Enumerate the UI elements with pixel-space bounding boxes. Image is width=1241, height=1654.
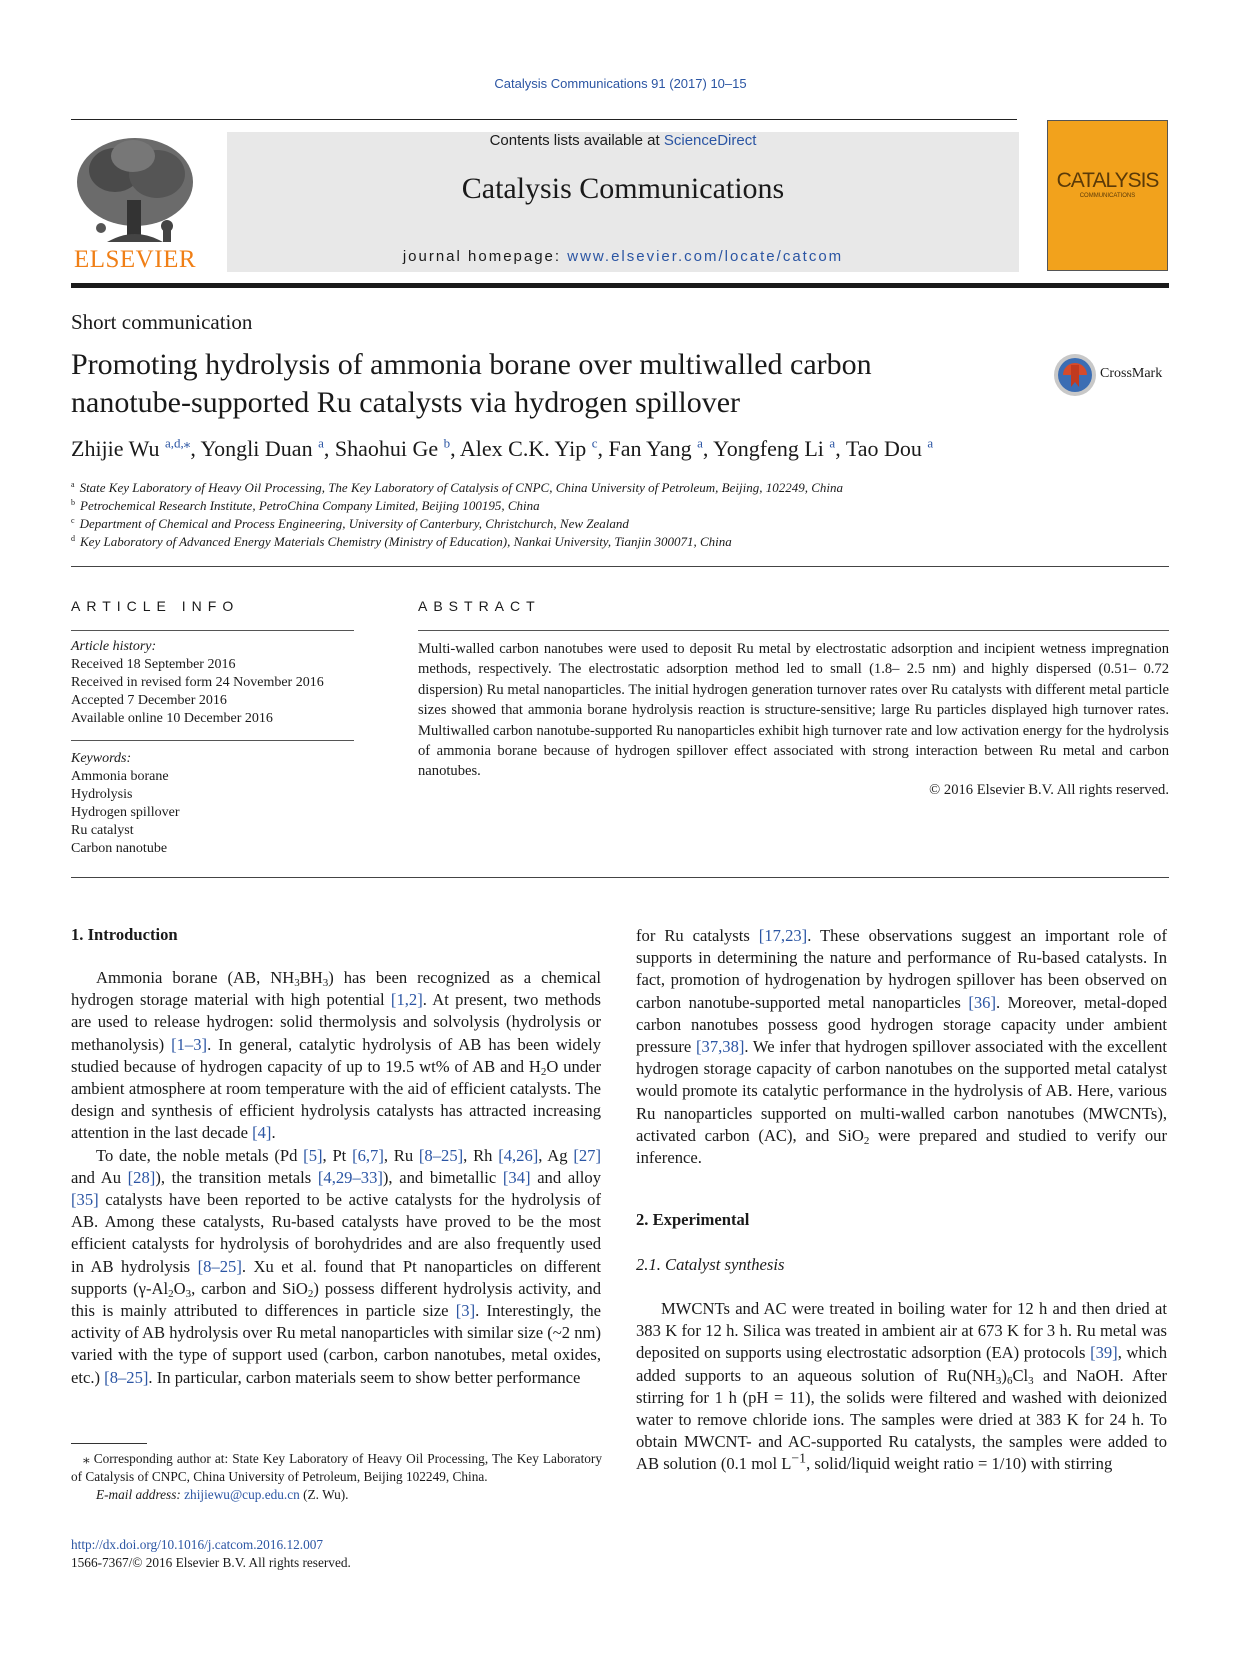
subscript: 2 — [863, 1134, 870, 1147]
subscript: 3 — [322, 977, 329, 989]
cover-subtitle: COMMUNICATIONS — [1079, 193, 1136, 199]
citation-link[interactable]: [37,38] — [696, 1037, 745, 1057]
author-affiliation-mark[interactable]: a — [318, 435, 324, 451]
abstract-copyright: © 2016 Elsevier B.V. All rights reserved. — [929, 782, 1169, 798]
citation-link[interactable]: [35] — [71, 1190, 99, 1210]
author-affiliation-mark[interactable]: b — [443, 435, 451, 451]
author-affiliation-mark[interactable]: a — [697, 435, 703, 451]
keywords-label: Keywords: — [71, 751, 132, 766]
author-affiliation-mark[interactable]: a,d,⁎ — [165, 435, 191, 451]
crossmark-icon[interactable] — [1053, 353, 1097, 397]
subscript: 3 — [1028, 1374, 1034, 1387]
crossmark-label[interactable]: CrossMark — [1100, 366, 1163, 381]
citation-link[interactable]: [39] — [1090, 1343, 1118, 1363]
history-accepted: Accepted 7 December 2016 — [71, 693, 227, 708]
intro-heading: 1. Introduction — [71, 925, 178, 944]
keyword: Hydrolysis — [71, 787, 133, 802]
affiliation-c: $^c$ Department of Chemical and Process Engineering, University of Canterbury, Christchurch, New Zealand — [71, 515, 629, 531]
superscript: −1 — [791, 1450, 807, 1466]
author-affiliation-mark[interactable]: a — [927, 435, 934, 451]
citation-link[interactable]: [17,23] — [758, 926, 808, 945]
right-column-bottom — [636, 1298, 1167, 1476]
footnote-mark: ⁎ — [83, 1451, 90, 1466]
author-affiliation-mark[interactable]: c — [591, 435, 598, 451]
affiliation-a: $^a$ State Key Laboratory of Heavy Oil Processing, The Key Laboratory of Catalysis of CNPC, China University of Petroleum, Beijing, 102249, China — [71, 479, 844, 495]
article-history — [71, 638, 354, 728]
affiliation-b: $^b$ Petrochemical Research Institute, PetroChina Company Limited, Beijing 100195, China — [71, 497, 540, 513]
author-name: Yongfeng Li — [713, 436, 830, 461]
citation-link[interactable]: [1–3] — [171, 1034, 208, 1054]
experimental-heading: 2. Experimental — [636, 1210, 750, 1229]
subscript: 2 — [540, 1065, 547, 1078]
citation-link[interactable]: [28] — [127, 1167, 156, 1187]
subscript: 6 — [1006, 1374, 1013, 1387]
citation-link[interactable]: [5] — [303, 1145, 323, 1165]
citation-link[interactable]: [27] — [573, 1145, 601, 1165]
citation-link[interactable]: [6,7] — [352, 1145, 384, 1165]
intro-paragraph-2: To date, the noble metals (Pd [5], Pt [6,7], Ru [8–25], Rh [4,26], Ag [27] and Au [28]), the transition metals [4,29–33]), and bimetallic [34] and alloy [35] catalysts have been reported to be active catalysts for the hydrolysis of AB. Among these catalysts, Ru-based catalysts have proved to be the most efficient catalysts for hydrolysis of borohydrides and are also frequently used in AB hydrolysis [8–25]. Xu et al. found that Pt nanoparticles on different supports ($\gamma-Al_2O_3$, carbon and SiO$_2$) possess different hydrolysis activity, and this is mainly attributed to differences in particle size [3]. Interestingly, the activity of AB hydrolysis over Ru metal nanoparticles with similar size (~2 nm) varied with the type of support used (carbon, carbon nanotubes, metal oxides, etc.) [8–25]. In particular, carbon materials seem to show better performance — [71, 1145, 601, 1387]
synthesis-paragraph: MWCNTs and AC were treated in boiling water for 12 h and then dried at 383 K for 12 h. Silica was treated in ambient air at 673 K for 3 h. Ru metal was deposited on supports using electrostatic adsorption (EA) protocols [39], which added supports to an aqueous solution of $Ru(NH_3)_6Cl_3$ and NaOH. After stirring for 1 h (pH = 11), the solids were filtered and washed with deionized water to remove chloride ions. The samples were dried at 383 K for 24 h. To obtain MWCNT- and AC-supported Ru catalysts, the samples were added to AB solution (0.1 mol $L^{-1}$, solid/liquid weight ratio = 1/10) with stirring — [636, 1299, 1167, 1474]
journal-name: Catalysis Communications — [461, 172, 785, 205]
author-name: Shaohui Ge — [334, 436, 444, 461]
publisher-name: ELSEVIER — [73, 246, 197, 273]
email-suffix: (Z. Wu). — [299, 1487, 349, 1502]
synthesis-subheading: 2.1. Catalyst synthesis — [636, 1255, 785, 1274]
subscript: 2 — [168, 1287, 174, 1300]
history-received: Received 18 September 2016 — [71, 657, 236, 672]
history-online: Available online 10 December 2016 — [71, 711, 273, 726]
author-name: Fan Yang — [608, 436, 698, 461]
affiliation-d: $^d$ Key Laboratory of Advanced Energy Materials Chemistry (Ministry of Education), Nankai University, Tianjin 300071, China — [71, 533, 732, 549]
corresponding-author: Corresponding author at: State Key Laboratory of Heavy Oil Processing, The Key Laboratory of Catalysis of CNPC, China University of Petroleum, Beijing 102249, China. — [71, 1451, 602, 1484]
homepage-line — [227, 248, 1019, 265]
contents-line — [227, 132, 1019, 149]
author-name: Alex C.K. Yip — [459, 436, 592, 461]
subscript: 3 — [185, 1287, 192, 1300]
citation-link[interactable]: [36] — [968, 992, 996, 1012]
author-affiliation-mark[interactable]: a — [829, 435, 836, 451]
citation-link[interactable]: [3] — [455, 1301, 476, 1321]
info-rule — [71, 630, 354, 631]
keywords — [71, 750, 354, 858]
cover-title: CATALYSIS — [1056, 169, 1159, 192]
keyword: Carbon nanotube — [71, 841, 168, 856]
author-list: Zhijie Wu $^{a,d,⁎}$, Yongli Duan $^a$, Shaohui Ge $^b$, Alex C.K. Yip $^c$, Fan Yang $^a$, Yongfeng Li $^a$, Tao Dou $^a$ — [71, 435, 934, 461]
left-column — [71, 967, 601, 1389]
subscript: 3 — [294, 977, 300, 989]
right-column-top — [636, 925, 1167, 1169]
subscript: 3 — [995, 1374, 1002, 1387]
footnote — [71, 1450, 602, 1504]
author-name: Tao Dou — [845, 436, 928, 461]
footnote-rule — [71, 1443, 147, 1444]
history-label: Article history: — [71, 639, 157, 654]
section-rule — [71, 566, 1169, 567]
sciencedirect-link[interactable]: ScienceDirect — [663, 132, 757, 149]
header-thick-rule — [71, 283, 1169, 288]
citation-link[interactable]: [1,2] — [390, 990, 423, 1010]
intro-paragraph-3: for Ru catalysts [17,23]. These observations suggest an important role of supports in determining the nature and performance of Ru-based catalysts. In fact, promotion of hydrogenation by hydrogen spillover has been observed on carbon nanotube-supported metal nanoparticles [36]. Moreover, metal-doped carbon nanotubes possess good hydrogen storage capacity under ambient pressure [37,38]. We infer that hydrogen spillover associated with the excellent hydrogen storage capacity of carbon nanotubes on the supported metal catalyst would promote its catalytic performance in the hydrolysis of AB. Here, various Ru nanoparticles supported on multi-walled carbon nanotubes (MWCNTs), activated carbon (AC), and SiO$_2$ were prepared and studied to verify our inference. — [636, 926, 1168, 1168]
abstract-rule — [418, 630, 1169, 631]
citation-link[interactable]: [4] — [252, 1123, 272, 1143]
doi-link[interactable]: http://dx.doi.org/10.1016/j.catcom.2016.12.007 — [71, 1537, 324, 1552]
abstract-end-rule — [71, 877, 1169, 878]
keywords-rule — [71, 740, 354, 741]
citation-link[interactable]: [34] — [502, 1167, 531, 1187]
citation-link[interactable]: [4,26] — [498, 1145, 539, 1165]
keyword: Ru catalyst — [71, 823, 134, 838]
author-name: Yongli Duan — [200, 436, 319, 461]
article-info-heading: ARTICLE INFO — [71, 598, 240, 614]
keyword: Ammonia borane — [71, 769, 169, 784]
subscript: 2 — [307, 1287, 314, 1300]
citation-link[interactable]: [8–25] — [104, 1367, 149, 1387]
intro-paragraph-1: Ammonia borane (AB, $NH_3BH_3$) has been recognized as a chemical hydrogen storage material with high potential [1,2]. At present, two methods are used to release hydrogen: solid thermolysis and solvolysis (hydrolysis or methanolysis) [1–3]. In general, catalytic hydrolysis of AB has been widely studied because of hydrogen capacity of up to 19.5 wt% of AB and $H_2O$ under ambient atmosphere at room temperature with the aid of efficient catalysts. The design and synthesis of efficient hydrolysis catalysts has attracted increasing attention in the last decade [4]. — [71, 968, 602, 1143]
homepage-prefix: journal homepage: — [402, 248, 568, 265]
abstract-heading: ABSTRACT — [418, 598, 541, 614]
author-name: Zhijie Wu — [71, 436, 166, 461]
history-revised: Received in revised form 24 November 2016 — [71, 675, 324, 690]
email-label: E-mail address: — [96, 1487, 185, 1502]
email-link[interactable]: zhijiewu@cup.edu.cn — [184, 1487, 300, 1502]
citation-link[interactable]: [8–25] — [197, 1256, 242, 1276]
citation-link[interactable]: [4,29–33] — [317, 1167, 383, 1187]
article-title: Promoting hydrolysis of ammonia borane over multiwalled carbon nanotube-supported Ru catalysts via hydrogen spillover — [71, 348, 872, 419]
article-type: Short communication — [71, 310, 253, 334]
journal-cover — [1047, 120, 1168, 271]
citation-link[interactable]: [8–25] — [418, 1145, 464, 1165]
running-head[interactable]: Catalysis Communications 91 (2017) 10–15 — [494, 76, 747, 91]
keyword: Hydrogen spillover — [71, 805, 180, 820]
header-rule — [71, 119, 1017, 120]
issn-line: 1566-7367/© 2016 Elsevier B.V. All rights reserved. — [71, 1555, 351, 1570]
abstract-text: Multi-walled carbon nanotubes were used to deposit Ru metal by electrostatic adsorption and incipient wetness impregnation methods, respectively. The electrostatic adsorption method led to small (1.8– 2.5 nm) and highly dispersed (0.51– 0.72 dispersion) Ru metal nanoparticles. The initial hydrogen generation turnover rates over Ru catalysts with different metal particle sizes showed that ammonia borane hydrolysis reaction is structure-sensitive; large Ru particles displayed high turnover rates. Multiwalled carbon nanotube-supported Ru nanoparticles exhibit high turnover rate and low activation energy for the hydrolysis of ammonia borane because of hydrogen spillover effect associated with strong interaction between Ru metal and carbon nanotubes. — [418, 641, 1169, 780]
contents-prefix: Contents lists available at — [489, 132, 664, 149]
homepage-link[interactable]: www.elsevier.com/locate/catcom — [567, 248, 844, 265]
